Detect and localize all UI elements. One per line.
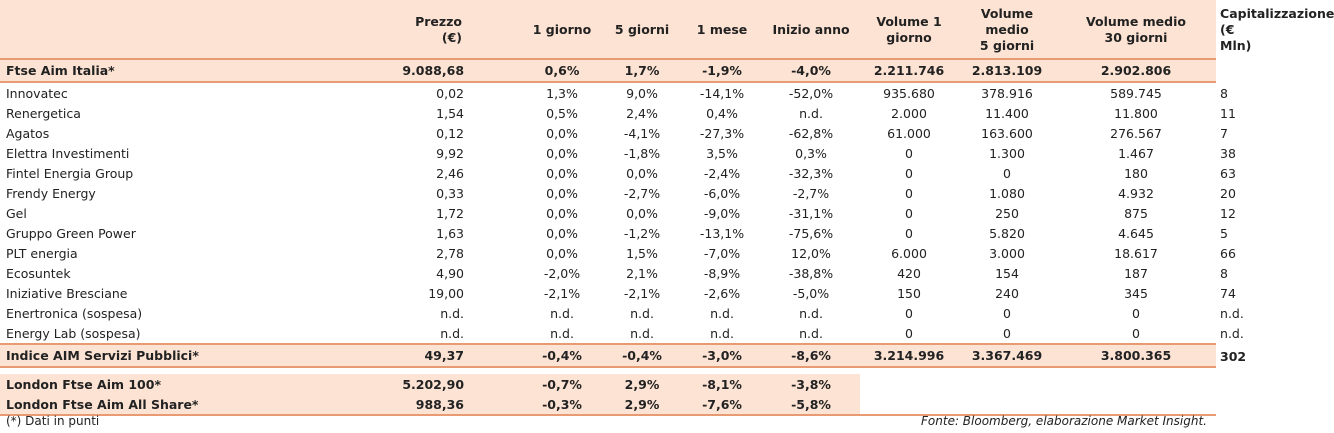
table-row-1g: 0,5% <box>546 105 578 121</box>
header-name <box>0 0 385 59</box>
header-volume-1-l1: Volume 1 <box>876 14 942 29</box>
table-row-name: Renergetica <box>6 105 81 121</box>
table-row-1g: 0,0% <box>546 145 578 161</box>
london-row-ytd: -5,8% <box>762 394 860 415</box>
table-row-ytd: n.d. <box>799 325 823 341</box>
table-row-vol30: 187 <box>1124 265 1148 281</box>
table-row-vol30: 875 <box>1124 205 1148 221</box>
table-row-prezzo: 0,33 <box>436 185 465 201</box>
table-row-1g: 0,0% <box>546 225 578 241</box>
table-row-5g: 1,5% <box>626 245 658 261</box>
header-volume-1 <box>860 0 958 59</box>
table-row-ytd: -62,8% <box>788 125 834 141</box>
table-row-5g: -2,1% <box>623 285 661 301</box>
table-row: Gel 1,72 0,0% 0,0% -9,0% -31,1% 0 250 875 12 <box>0 203 1216 223</box>
table-row-vol1: 6.000 <box>891 245 927 261</box>
table-row-1g: 0,0% <box>546 165 578 181</box>
table-row-vol5: 1.300 <box>989 145 1025 161</box>
total-row-vol1: 3.214.996 <box>860 344 958 367</box>
table-row-1g: -2,0% <box>543 265 581 281</box>
table-row-1m: -6,0% <box>703 185 741 201</box>
index-row-vol5: 2.813.109 <box>958 59 1056 82</box>
london-row <box>0 374 1216 394</box>
table-row-vol1: 0 <box>905 185 913 201</box>
table-row-vol30: 276.567 <box>1110 125 1162 141</box>
total-row-1m: -3,0% <box>682 344 762 367</box>
table-row-vol30: 0 <box>1132 305 1140 321</box>
table-row-ytd: 0,3% <box>795 145 827 161</box>
table-row-prezzo: 0,02 <box>436 85 465 101</box>
table-row-5g: n.d. <box>630 305 654 321</box>
spacer-cell <box>0 367 1216 374</box>
table-row-vol30: 345 <box>1124 285 1148 301</box>
table-row-prezzo: 1,63 <box>436 225 465 241</box>
table-row-vol1: 420 <box>897 265 921 281</box>
table-row-vol30: 4.932 <box>1118 185 1154 201</box>
table-row-1m: -2,6% <box>703 285 741 301</box>
table-row: Agatos 0,12 0,0% -4,1% -27,3% -62,8% 61.000 163.600 276.567 7 <box>0 123 1216 143</box>
table-row-5g: -4,1% <box>623 125 661 141</box>
index-row-vol1: 2.211.746 <box>860 59 958 82</box>
spacer-row <box>0 367 1216 374</box>
table-row-vol1: 150 <box>897 285 921 301</box>
table-row-1g: 0,0% <box>546 205 578 221</box>
table-row-1m: 3,5% <box>706 145 738 161</box>
table-row-vol1: 0 <box>905 165 913 181</box>
london-row-5g: 2,9% <box>602 394 682 415</box>
table-row-5g: -1,8% <box>623 145 661 161</box>
table-row-name: Frendy Energy <box>6 185 96 201</box>
table-row-prezzo: 1,72 <box>436 205 465 221</box>
table-row-prezzo: n.d. <box>440 325 465 341</box>
table-row-ytd: n.d. <box>799 305 823 321</box>
header-volume-5-l1: Volume medio <box>980 6 1034 37</box>
table-row-vol5: 378.916 <box>981 85 1033 101</box>
london-row-name: London Ftse Aim 100* <box>0 374 385 394</box>
table-row-vol5: 5.820 <box>989 225 1025 241</box>
source-note: Fonte: Bloomberg, elaborazione Market Insight. <box>921 414 1207 428</box>
table-row-1g: 1,3% <box>546 85 578 101</box>
table-row-ytd: -32,3% <box>788 165 834 181</box>
table-row-vol1: 0 <box>905 325 913 341</box>
table-row-name: PLT energia <box>6 245 78 261</box>
table-row-vol5: 154 <box>995 265 1019 281</box>
london-row-1m: -8,1% <box>682 374 762 394</box>
table-row-ytd: -31,1% <box>788 205 834 221</box>
table-row: Gruppo Green Power 1,63 0,0% -1,2% -13,1% -75,6% 0 5.820 4.645 5 <box>0 223 1216 243</box>
footnote: (*) Dati in punti <box>6 414 100 428</box>
table-row-ytd: -5,0% <box>792 285 830 301</box>
header-volume-30-l1: Volume medio <box>1086 14 1186 29</box>
table-row-vol5: 250 <box>995 205 1019 221</box>
header-prezzo-l1: Prezzo <box>415 14 463 29</box>
table-row-1g: 0,0% <box>546 245 578 261</box>
total-row-name: Indice AIM Servizi Pubblici* <box>0 344 385 367</box>
table-row-1m: 0,4% <box>706 105 738 121</box>
table-row-5g: 2,1% <box>626 265 658 281</box>
table-row-prezzo: n.d. <box>440 305 465 321</box>
header-inizio-anno: Inizio anno <box>762 0 860 59</box>
table-row-1m: -13,1% <box>699 225 745 241</box>
table-row-ytd: 12,0% <box>791 245 831 261</box>
table-row-1m: -7,0% <box>703 245 741 261</box>
table-row-prezzo: 2,78 <box>436 245 465 261</box>
table-row-prezzo: 9,92 <box>436 145 465 161</box>
london-row-empty-cell <box>958 374 1056 394</box>
header-volume-5 <box>958 0 1056 59</box>
table-header <box>0 0 1334 59</box>
header-5-giorni: 5 giorni <box>602 0 682 59</box>
london-row-empty-cell <box>1056 374 1216 394</box>
table-row-vol1: 935.680 <box>883 85 935 101</box>
table-row-1g: 0,0% <box>546 185 578 201</box>
table-row: Elettra Investimenti 9,92 0,0% -1,8% 3,5% 0,3% 0 1.300 1.467 38 <box>0 143 1216 163</box>
london-row-prezzo: 5.202,90 <box>385 374 522 394</box>
index-row-vol30: 2.902.806 <box>1056 59 1216 82</box>
header-1-giorno: 1 giorno <box>522 0 602 59</box>
table-row-vol1: 61.000 <box>887 125 931 141</box>
total-row-vol5: 3.367.469 <box>958 344 1056 367</box>
table-row-vol1: 0 <box>905 305 913 321</box>
table-row-vol5: 0 <box>1003 165 1011 181</box>
index-row-1g: 0,6% <box>522 59 602 82</box>
london-row-prezzo: 988,36 <box>385 394 522 415</box>
table-row-ytd: -2,7% <box>792 185 830 201</box>
table-row-1m: -27,3% <box>699 125 745 141</box>
table-row-vol5: 1.080 <box>989 185 1025 201</box>
table-row-name: Fintel Energia Group <box>6 165 134 181</box>
header-volume-1-l2: giorno <box>886 30 932 45</box>
table-row-name: Enertronica (sospesa) <box>6 305 143 321</box>
header-volume-5-l2: 5 giorni <box>979 38 1035 53</box>
table-row-1m: n.d. <box>710 325 734 341</box>
table-row-vol30: 180 <box>1124 165 1148 181</box>
table-row: Energy Lab (sospesa) n.d. n.d. n.d. n.d. n.d. 0 0 0 n.d. <box>0 323 1216 344</box>
total-row-vol30: 3.800.365 <box>1056 344 1216 367</box>
table-row-prezzo: 2,46 <box>436 165 465 181</box>
index-row-name: Ftse Aim Italia* <box>0 59 385 82</box>
table-row-vol1: 0 <box>905 205 913 221</box>
table-row: Fintel Energia Group 2,46 0,0% 0,0% -2,4% -32,3% 0 0 180 63 <box>0 163 1216 183</box>
london-row <box>0 394 1216 415</box>
london-row-name: London Ftse Aim All Share* <box>0 394 385 415</box>
table-row-name: Iniziative Bresciane <box>6 285 128 301</box>
total-row-prezzo: 49,37 <box>385 344 522 367</box>
table-row-prezzo: 0,12 <box>436 125 465 141</box>
table-row-name: Elettra Investimenti <box>6 145 130 161</box>
header-volume-30 <box>1056 0 1216 59</box>
table-row-vol30: 589.745 <box>1110 85 1162 101</box>
table-row-1g: 0,0% <box>546 125 578 141</box>
total-row-ytd: -8,6% <box>762 344 860 367</box>
total-row: Indice AIM Servizi Pubblici* 49,37 -0,4% -0,4% -3,0% -8,6% 3.214.996 3.367.469 3.800.365 302 <box>0 344 1216 367</box>
london-row-empty-cell <box>860 374 958 394</box>
table-row-5g: 2,4% <box>626 105 658 121</box>
table-row-ytd: -75,6% <box>788 225 834 241</box>
table-row-1m: -8,9% <box>703 265 741 281</box>
table-row-vol1: 2.000 <box>891 105 927 121</box>
table-row: Innovatec 0,02 1,3% 9,0% -14,1% -52,0% 935.680 378.916 589.745 8 <box>0 82 1216 103</box>
table-row-prezzo: 4,90 <box>436 265 465 281</box>
table-row-prezzo: 1,54 <box>436 105 465 121</box>
table-row-1m: -2,4% <box>703 165 741 181</box>
table-row-5g: 9,0% <box>626 85 658 101</box>
table-row-1m: -14,1% <box>699 85 745 101</box>
table-row-1m: -9,0% <box>703 205 741 221</box>
table-row: Ecosuntek 4,90 -2,0% 2,1% -8,9% -38,8% 420 154 187 8 <box>0 263 1216 283</box>
table-row-5g: n.d. <box>630 325 654 341</box>
table-body <box>0 59 1247 415</box>
table-row-name: Energy Lab (sospesa) <box>6 325 141 341</box>
table-row: Frendy Energy 0,33 0,0% -2,7% -6,0% -2,7% 0 1.080 4.932 20 <box>0 183 1216 203</box>
london-row-1g: -0,7% <box>522 374 602 394</box>
table-row-vol5: 0 <box>1003 325 1011 341</box>
london-row-1m: -7,6% <box>682 394 762 415</box>
table-row-ytd: -38,8% <box>788 265 834 281</box>
london-row-ytd: -3,8% <box>762 374 860 394</box>
table-row-vol5: 11.400 <box>985 105 1029 121</box>
header-cap-l2: (€ Mln) <box>1220 22 1252 53</box>
table-row-vol30: 11.800 <box>1114 105 1158 121</box>
table-row: Iniziative Bresciane 19,00 -2,1% -2,1% -2,6% -5,0% 150 240 345 74 <box>0 283 1216 303</box>
table-row-ytd: n.d. <box>799 105 823 121</box>
table-row-name: Gruppo Green Power <box>6 225 136 241</box>
table-row-vol5: 3.000 <box>989 245 1025 261</box>
table-row-ytd: -52,0% <box>788 85 834 101</box>
london-row-1g: -0,3% <box>522 394 602 415</box>
total-row-1g: -0,4% <box>522 344 602 367</box>
table-row-1g: -2,1% <box>543 285 581 301</box>
table-row-vol5: 0 <box>1003 305 1011 321</box>
table-row-1g: n.d. <box>550 305 574 321</box>
table-row-name: Ecosuntek <box>6 265 71 281</box>
london-row-empty-cell <box>958 394 1056 415</box>
london-row-empty-cell <box>1056 394 1216 415</box>
header-row <box>0 0 1216 59</box>
index-row-ytd: -4,0% <box>762 59 860 82</box>
table-row-5g: -2,7% <box>623 185 661 201</box>
index-row <box>0 59 1216 82</box>
table-row-vol30: 1.467 <box>1118 145 1154 161</box>
table-row-vol1: 0 <box>905 145 913 161</box>
table-row-vol1: 0 <box>905 225 913 241</box>
table-row-vol30: 4.645 <box>1118 225 1154 241</box>
table-row-vol30: 0 <box>1132 325 1140 341</box>
table-row-name: Innovatec <box>6 85 68 101</box>
london-row-empty-cell <box>860 394 958 415</box>
header-prezzo <box>385 0 522 59</box>
table-row-1g: n.d. <box>550 325 574 341</box>
table-row: PLT energia 2,78 0,0% 1,5% -7,0% 12,0% 6.000 3.000 18.617 66 <box>0 243 1216 263</box>
index-row-1m: -1,9% <box>682 59 762 82</box>
table-row-vol30: 18.617 <box>1114 245 1158 261</box>
index-row-5g: 1,7% <box>602 59 682 82</box>
table-row-vol5: 163.600 <box>981 125 1033 141</box>
table-row-1m: n.d. <box>710 305 734 321</box>
table-row: Enertronica (sospesa) n.d. n.d. n.d. n.d. n.d. 0 0 0 n.d. <box>0 303 1216 323</box>
table-row-5g: -1,2% <box>623 225 661 241</box>
table-row: Renergetica 1,54 0,5% 2,4% 0,4% n.d. 2.000 11.400 11.800 11 <box>0 103 1216 123</box>
header-1-mese: 1 mese <box>682 0 762 59</box>
header-cap-l1: Capitalizzazione <box>1220 6 1334 21</box>
table-row-name: Agatos <box>6 125 50 141</box>
total-row-5g: -0,4% <box>602 344 682 367</box>
table-row-prezzo: 19,00 <box>428 285 465 301</box>
table-row-5g: 0,0% <box>626 205 658 221</box>
header-volume-30-l2: 30 giorni <box>1104 30 1168 45</box>
table-row-5g: 0,0% <box>626 165 658 181</box>
table-row-vol5: 240 <box>995 285 1019 301</box>
header-prezzo-l2: (€) <box>441 30 463 45</box>
table-row-name: Gel <box>6 205 27 221</box>
london-row-5g: 2,9% <box>602 374 682 394</box>
index-row-prezzo: 9.088,68 <box>385 59 522 82</box>
